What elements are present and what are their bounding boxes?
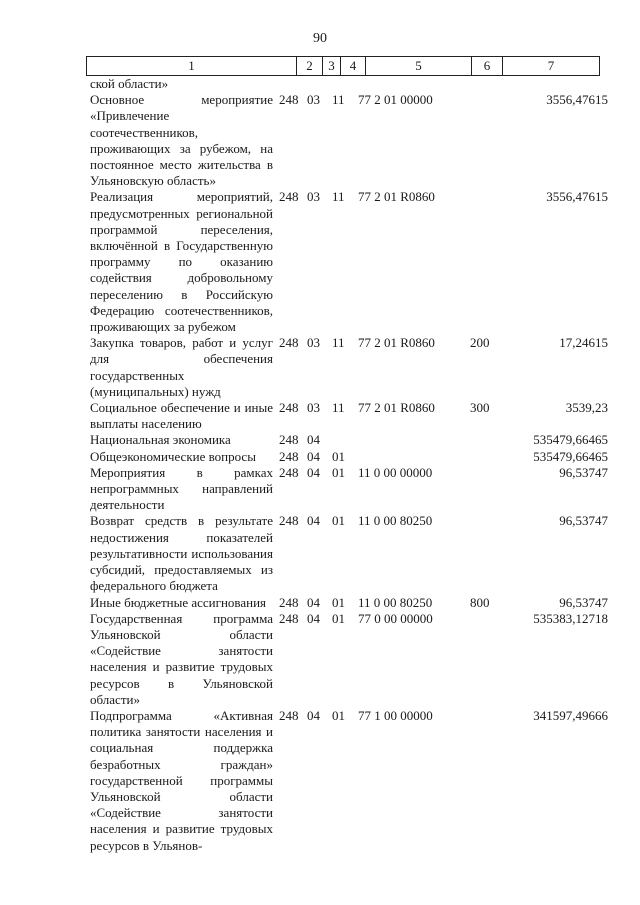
row-subsection-code: 01 — [332, 448, 345, 464]
row-subsection-code: 01 — [332, 707, 345, 723]
table-row — [90, 465, 610, 514]
row-expense-type — [470, 432, 502, 448]
row-codes — [273, 513, 610, 594]
table-row — [90, 611, 610, 708]
header-col-3: 3 — [323, 57, 341, 75]
row-target-code: 77 2 01 R0860 — [358, 400, 435, 416]
row-name: Мероприятия в рамках непрограммных направлений деятельности — [90, 464, 273, 513]
row-name: Реализация мероприятий, предусмотренных региональной программой переселения, включённой в Государственную программу по оказанию содействия добровольному переселению в Российскую Федерацию соотечественников, проживающих за рубежом — [90, 189, 273, 335]
row-name: Национальная экономика — [90, 432, 231, 448]
table-row — [90, 595, 610, 611]
row-subsection-code: 01 — [332, 610, 345, 626]
row-target-code: 77 2 01 00000 — [358, 92, 433, 108]
row-expense-type — [470, 449, 502, 465]
row-section-code: 03 — [307, 189, 320, 205]
row-admin-code: 248 — [279, 707, 299, 723]
row-admin-code: 248 — [279, 464, 299, 480]
row-section-code: 04 — [307, 513, 320, 529]
row-section-code: 04 — [307, 432, 320, 448]
row-codes — [273, 92, 610, 189]
row-name: Подпрограмма «Активная политика занятости населения и социальная поддержка безработных граждан» государственной программы Ульяновской области «Содействие занятости населения и развитие трудовых ресурсов в Ульянов- — [90, 707, 273, 853]
row-amount: 535479,66465 — [533, 448, 608, 464]
row-admin-code: 248 — [279, 189, 299, 205]
header-col-7: 7 — [547, 58, 555, 73]
row-amount: 535383,12718 — [533, 610, 608, 626]
row-section-code: 03 — [307, 92, 320, 108]
row-amount: 3539,23 — [565, 400, 608, 416]
row-subsection-code: 11 — [332, 92, 345, 108]
header-col-5: 5 — [366, 57, 472, 75]
row-admin-code: 248 — [279, 610, 299, 626]
row-codes — [273, 595, 610, 611]
row-amount — [502, 76, 610, 92]
row-expense-type: 200 — [470, 335, 490, 351]
row-name: Возврат средств в результате недостижения показателей результативности использования субсидий, предоставляемых из федерального бюджета — [90, 513, 273, 594]
row-target-code — [352, 432, 470, 448]
table-row — [90, 76, 610, 92]
row-subsection-code: 01 — [332, 594, 345, 610]
row-expense-type — [470, 465, 502, 514]
row-target-code: 77 0 00 00000 — [358, 610, 433, 626]
row-name: Иные бюджетные ассигнования — [90, 594, 267, 610]
row-target-code — [352, 76, 470, 92]
row-amount: 341597,49666 — [533, 707, 608, 723]
row-admin-code: 248 — [279, 513, 299, 529]
row-amount: 96,53747 — [559, 513, 608, 529]
row-admin-code: 248 — [279, 448, 299, 464]
row-amount: 3556,47615 — [546, 189, 608, 205]
row-expense-type — [470, 513, 502, 594]
row-admin-code: 248 — [279, 400, 299, 416]
row-section-code: 04 — [307, 464, 320, 480]
row-expense-type — [470, 611, 502, 708]
row-expense-type: 800 — [470, 594, 490, 610]
row-name: Закупка товаров, работ и услуг для обеспечения государственных (муниципальных) нужд — [90, 335, 273, 399]
row-admin-code: 248 — [279, 92, 299, 108]
row-target-code — [352, 449, 470, 465]
row-section-code: 04 — [307, 448, 320, 464]
row-section-code: 04 — [307, 594, 320, 610]
row-codes — [273, 465, 610, 514]
row-codes — [273, 400, 610, 432]
row-amount: 96,53747 — [559, 464, 608, 480]
row-amount: 3556,47615 — [546, 92, 608, 108]
row-admin-code: 248 — [279, 594, 299, 610]
table-row — [90, 189, 610, 335]
table-row — [90, 92, 610, 189]
row-codes — [273, 189, 610, 335]
table-row — [90, 708, 610, 854]
row-admin-code: 248 — [279, 335, 299, 351]
row-codes — [273, 449, 610, 465]
row-subsection-code — [332, 76, 352, 92]
row-name: Государственная программа Ульяновской области «Содействие занятости населения и развитие трудовых ресурсов в Ульяновской области» — [90, 610, 273, 707]
table-row — [90, 400, 610, 432]
header-col-1: 1 — [87, 57, 297, 75]
row-subsection-code: 01 — [332, 513, 345, 529]
row-target-code: 77 1 00 00000 — [358, 707, 433, 723]
row-section-code: 03 — [307, 400, 320, 416]
header-col-6: 6 — [472, 57, 503, 75]
row-amount: 535479,66465 — [533, 432, 608, 448]
row-subsection-code — [332, 432, 352, 448]
row-codes — [273, 611, 610, 708]
row-name: Социальное обеспечение и иные выплаты населению — [90, 400, 273, 432]
table-body — [90, 76, 610, 854]
row-expense-type — [470, 76, 502, 92]
table-row — [90, 335, 610, 400]
row-amount: 96,53747 — [559, 594, 608, 610]
row-codes — [273, 708, 610, 854]
row-name: Основное мероприятие «Привлечение соотечественников, проживающих за рубежом, на постоянное место жительства в Ульяновскую область» — [90, 92, 273, 189]
row-subsection-code: 11 — [332, 335, 345, 351]
row-target-code: 77 2 01 R0860 — [358, 189, 435, 205]
row-section-code — [307, 76, 332, 92]
row-expense-type — [470, 92, 502, 189]
row-target-code: 77 2 01 R0860 — [358, 335, 435, 351]
row-amount: 17,24615 — [559, 335, 608, 351]
row-subsection-code: 01 — [332, 464, 345, 480]
row-admin-code: 248 — [279, 432, 299, 448]
row-section-code: 04 — [307, 707, 320, 723]
page-number: 90 — [313, 31, 327, 46]
row-target-code: 11 0 00 00000 — [358, 464, 433, 480]
table-row — [90, 449, 610, 465]
row-section-code: 04 — [307, 610, 320, 626]
row-codes — [273, 76, 610, 92]
row-target-code: 11 0 00 80250 — [358, 513, 433, 529]
row-expense-type — [470, 708, 502, 854]
row-target-code: 11 0 00 80250 — [358, 594, 433, 610]
header-col-4: 4 — [341, 57, 366, 75]
table-header — [86, 56, 600, 76]
row-codes — [273, 335, 610, 400]
row-codes — [273, 432, 610, 448]
row-name: ской области» — [90, 76, 169, 91]
row-subsection-code: 11 — [332, 189, 345, 205]
row-name: Общеэкономические вопросы — [90, 448, 256, 464]
row-expense-type: 300 — [470, 400, 490, 416]
table-row — [90, 432, 610, 448]
table-row — [90, 513, 610, 594]
row-section-code: 03 — [307, 335, 320, 351]
row-admin-code — [279, 76, 307, 92]
header-col-2: 2 — [297, 57, 323, 75]
row-subsection-code: 11 — [332, 400, 345, 416]
row-expense-type — [470, 189, 502, 335]
